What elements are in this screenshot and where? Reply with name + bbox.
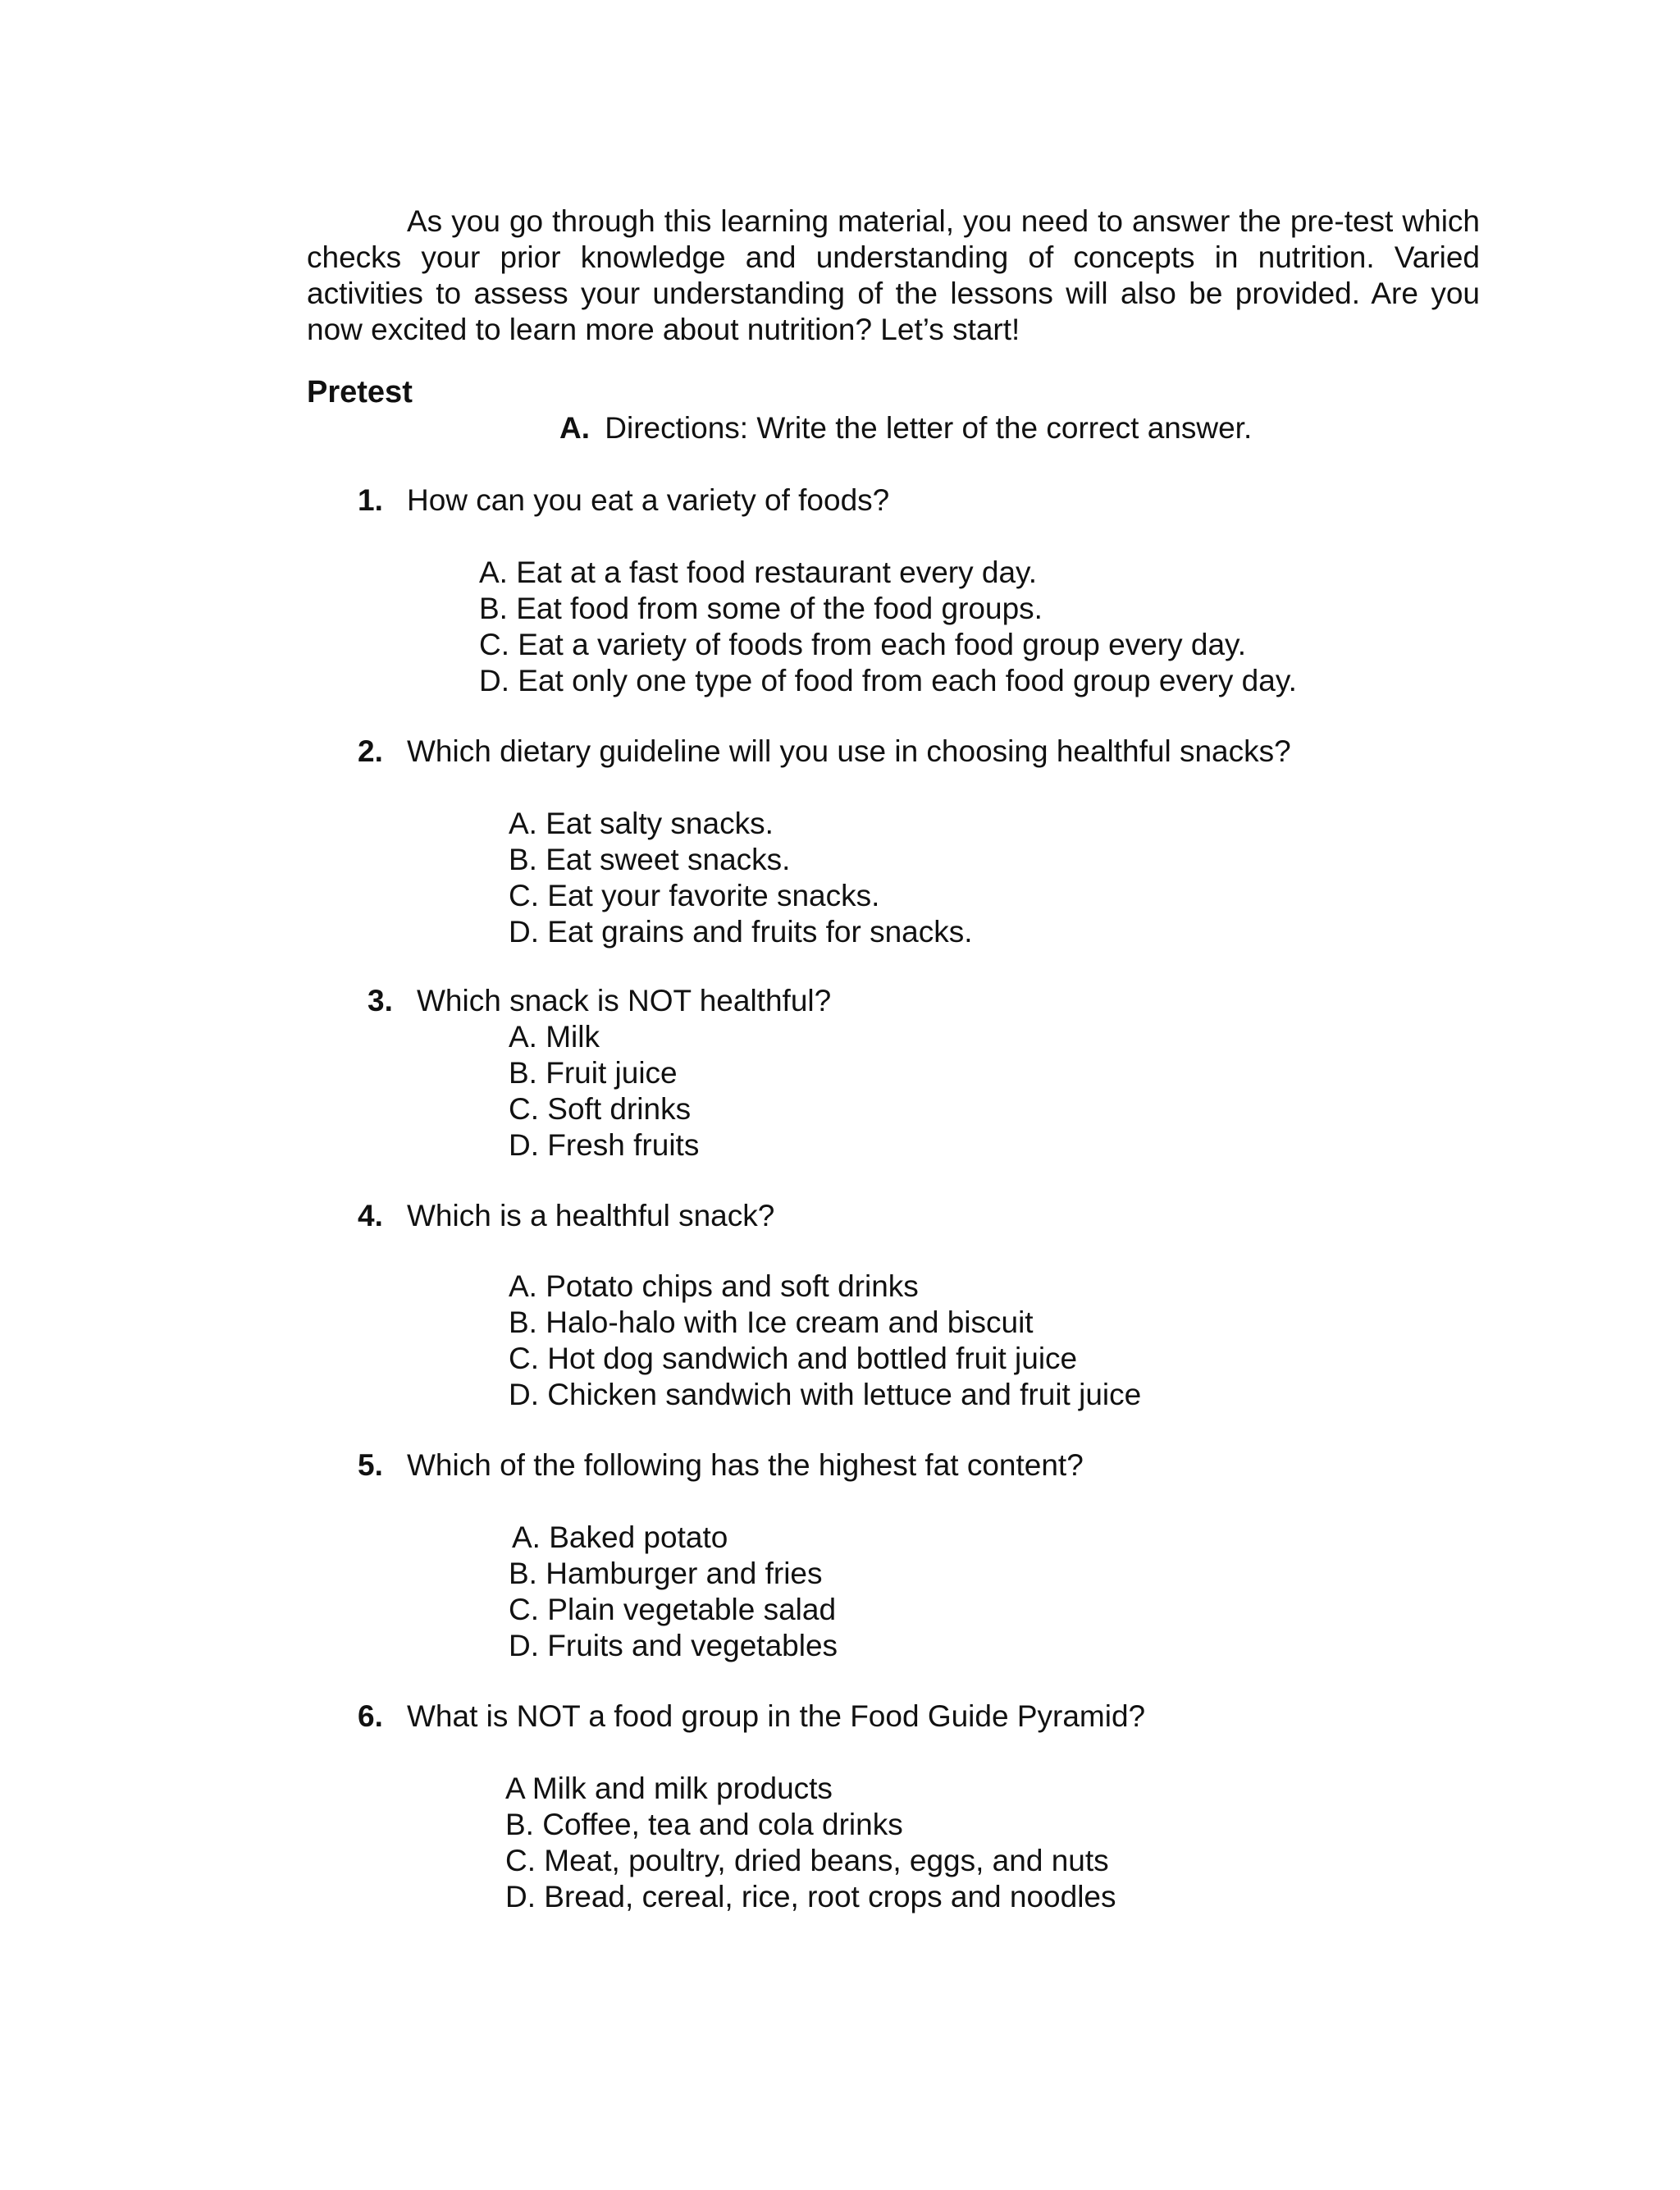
question-6 <box>358 1699 1145 1735</box>
directions-text: Directions: Write the letter of the correct answer. <box>605 411 1253 445</box>
question-text: Which is a healthful snack? <box>407 1199 775 1232</box>
question-number: 5. <box>358 1448 383 1482</box>
option: C. Plain vegetable salad <box>509 1593 837 1626</box>
question-text: How can you eat a variety of foods? <box>407 483 890 517</box>
option: C. Hot dog sandwich and bottled fruit juice <box>509 1342 1078 1375</box>
option: D. Bread, cereal, rice, root crops and noodles <box>505 1880 1116 1913</box>
option: A. Baked potato <box>512 1520 728 1554</box>
option: B. Fruit juice <box>509 1056 678 1090</box>
option: B. Eat sweet snacks. <box>509 843 791 876</box>
option: B. Coffee, tea and cola drinks <box>505 1808 903 1841</box>
question-number: 2. <box>358 734 383 768</box>
question-number: 3. <box>368 984 393 1017</box>
question-text: Which dietary guideline will you use in choosing healthful snacks? <box>407 734 1291 768</box>
question-2-options <box>509 806 973 950</box>
option: B. Halo-halo with Ice cream and biscuit <box>509 1305 1034 1339</box>
question-4 <box>358 1198 774 1234</box>
option: D. Fresh fruits <box>509 1128 700 1162</box>
question-3 <box>368 983 831 1019</box>
option: A. Milk <box>509 1020 600 1054</box>
option: A. Eat salty snacks. <box>509 807 774 840</box>
option: D. Fruits and vegetables <box>509 1629 838 1662</box>
option: C. Meat, poultry, dried beans, eggs, and nuts <box>505 1844 1109 1877</box>
question-5-options <box>509 1520 838 1664</box>
directions <box>559 410 1252 446</box>
question-text: Which of the following has the highest fat content? <box>407 1448 1084 1482</box>
question-5 <box>358 1447 1084 1484</box>
option: A. Eat at a fast food restaurant every day. <box>479 556 1038 589</box>
option: B. Hamburger and fries <box>509 1557 823 1590</box>
question-text: Which snack is NOT healthful? <box>417 984 832 1017</box>
section-heading: Pretest <box>307 375 413 409</box>
question-text: What is NOT a food group in the Food Guide Pyramid? <box>407 1699 1146 1733</box>
question-number: 1. <box>358 483 383 517</box>
question-6-options <box>505 1771 1116 1915</box>
question-1 <box>358 482 889 519</box>
question-number: 4. <box>358 1199 383 1232</box>
option: A. Potato chips and soft drinks <box>509 1269 919 1303</box>
question-4-options <box>509 1269 1141 1413</box>
option: C. Eat your favorite snacks. <box>509 879 880 912</box>
question-number: 6. <box>358 1699 383 1733</box>
question-2 <box>358 734 1291 770</box>
intro-paragraph: As you go through this learning material, you need to answer the pre-test which checks your prior knowledge and understanding of concepts in nutrition. Varied activities to assess your understanding of the lessons will also be provided. Are you now excited to learn more about nutrition? Let’s start! <box>307 204 1480 346</box>
option: C. Eat a variety of foods from each food group every day. <box>479 628 1247 661</box>
directions-letter: A. <box>559 411 590 445</box>
option: C. Soft drinks <box>509 1092 692 1126</box>
option: B. Eat food from some of the food groups. <box>479 592 1043 625</box>
question-1-options <box>479 555 1297 699</box>
option: D. Eat only one type of food from each food group every day. <box>479 664 1297 697</box>
question-3-options <box>509 1019 699 1164</box>
option: D. Eat grains and fruits for snacks. <box>509 915 973 949</box>
option: D. Chicken sandwich with lettuce and fruit juice <box>509 1378 1142 1411</box>
option: A Milk and milk products <box>505 1772 833 1805</box>
